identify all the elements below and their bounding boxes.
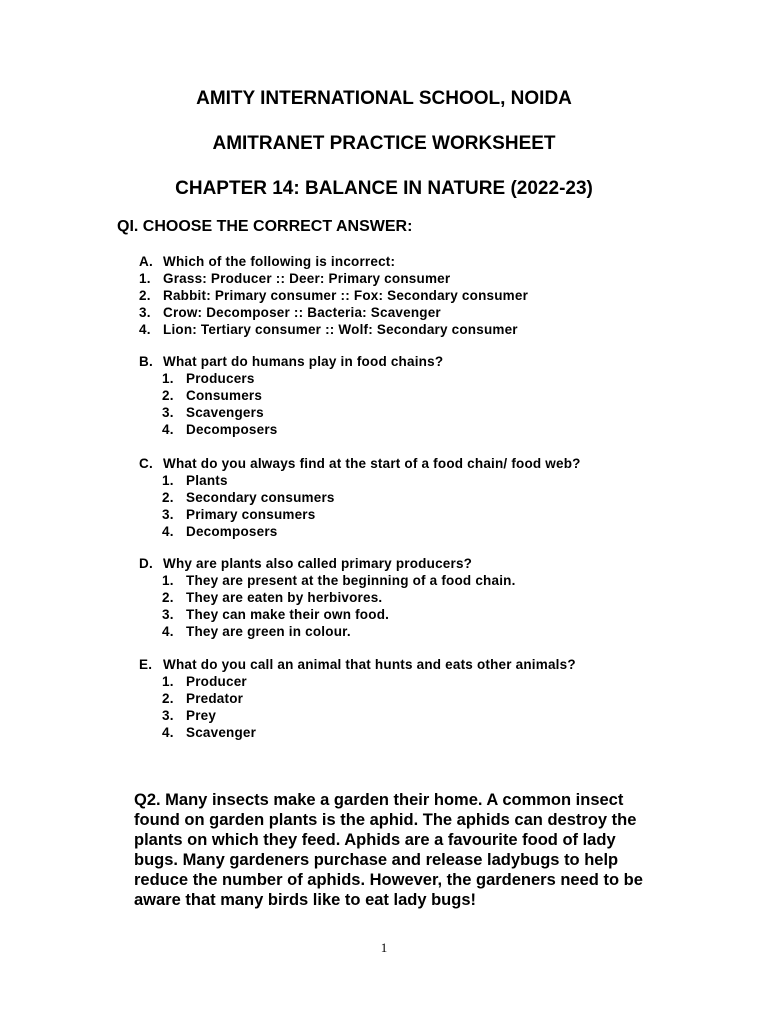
- option-text: Primary consumers: [186, 507, 316, 522]
- section-q1-title: QI. CHOOSE THE CORRECT ANSWER:: [117, 218, 413, 235]
- option-marker: 2.: [162, 590, 174, 605]
- option-marker: 4.: [162, 422, 174, 437]
- question-e: [139, 656, 699, 746]
- option-text: Plants: [186, 473, 228, 488]
- question-b: [139, 353, 699, 443]
- question-text: What do you call an animal that hunts and eats other animals?: [163, 657, 576, 672]
- option-text: Grass: Producer :: Deer: Primary consumer: [163, 271, 451, 286]
- option-text: Scavengers: [186, 405, 264, 420]
- option-marker: 2.: [162, 490, 174, 505]
- option-text: They are present at the beginning of a food chain.: [186, 573, 516, 588]
- option-text: Lion: Tertiary consumer :: Wolf: Secondary consumer: [163, 322, 518, 337]
- option-marker: 1.: [162, 371, 174, 386]
- chapter-name: CHAPTER 14: BALANCE IN NATURE: [175, 178, 506, 199]
- option-marker: 3.: [139, 305, 151, 320]
- question-marker: A.: [139, 254, 153, 269]
- question-text: What do you always find at the start of a food chain/ food web?: [163, 456, 581, 471]
- option-text: They are green in colour.: [186, 624, 351, 639]
- question-marker: D.: [139, 556, 153, 571]
- option-text: Predator: [186, 691, 244, 706]
- question-marker: E.: [139, 657, 153, 672]
- option-marker: 3.: [162, 708, 174, 723]
- question-d: [139, 555, 699, 645]
- option-text: Producers: [186, 371, 255, 386]
- option-marker: 2.: [139, 288, 151, 303]
- option-text: Producer: [186, 674, 247, 689]
- option-text: They can make their own food.: [186, 607, 390, 622]
- page-number: 1: [380, 940, 388, 955]
- option-marker: 3.: [162, 607, 174, 622]
- option-marker: 1.: [162, 573, 174, 588]
- option-text: Rabbit: Primary consumer :: Fox: Secondary consumer: [163, 288, 529, 303]
- worksheet-title: AMITRANET PRACTICE WORKSHEET: [212, 133, 556, 154]
- option-marker: 4.: [162, 524, 174, 539]
- chapter-title: [0, 178, 768, 200]
- question-marker: B.: [139, 354, 153, 369]
- question-a: [139, 253, 699, 343]
- option-marker: 1.: [162, 473, 174, 488]
- option-text: Crow: Decomposer :: Bacteria: Scavenger: [163, 305, 441, 320]
- option-marker: 1.: [162, 674, 174, 689]
- option-marker: 4.: [162, 624, 174, 639]
- question-c: [139, 455, 699, 545]
- question-text: What part do humans play in food chains?: [163, 354, 444, 369]
- option-text: Prey: [186, 708, 217, 723]
- option-text: They are eaten by herbivores.: [186, 590, 383, 605]
- question-2-passage: Q2. Many insects make a garden their home. A common insect found on garden plants is the aphid. The aphids can destroy the plants on which they feed. Aphids are a favourite food of lady bugs. Many gardeners purchase and release ladybugs to help reduce the number of aphids. However, the gardeners need to be aware that many birds like to eat lady bugs!: [134, 791, 643, 909]
- option-marker: 4.: [162, 725, 174, 740]
- option-marker: 3.: [162, 507, 174, 522]
- school-title: AMITY INTERNATIONAL SCHOOL, NOIDA: [196, 88, 572, 109]
- option-marker: 2.: [162, 388, 174, 403]
- option-text: Scavenger: [186, 725, 257, 740]
- option-marker: 2.: [162, 691, 174, 706]
- option-marker: 1.: [139, 271, 151, 286]
- question-marker: C.: [139, 456, 153, 471]
- option-text: Decomposers: [186, 524, 278, 539]
- option-marker: 4.: [139, 322, 151, 337]
- question-text: Why are plants also called primary producers?: [163, 556, 473, 571]
- option-text: Secondary consumers: [186, 490, 335, 505]
- academic-year: (2022-23): [510, 178, 593, 199]
- option-text: Consumers: [186, 388, 263, 403]
- question-text: Which of the following is incorrect:: [163, 254, 396, 269]
- option-marker: 3.: [162, 405, 174, 420]
- option-text: Decomposers: [186, 422, 278, 437]
